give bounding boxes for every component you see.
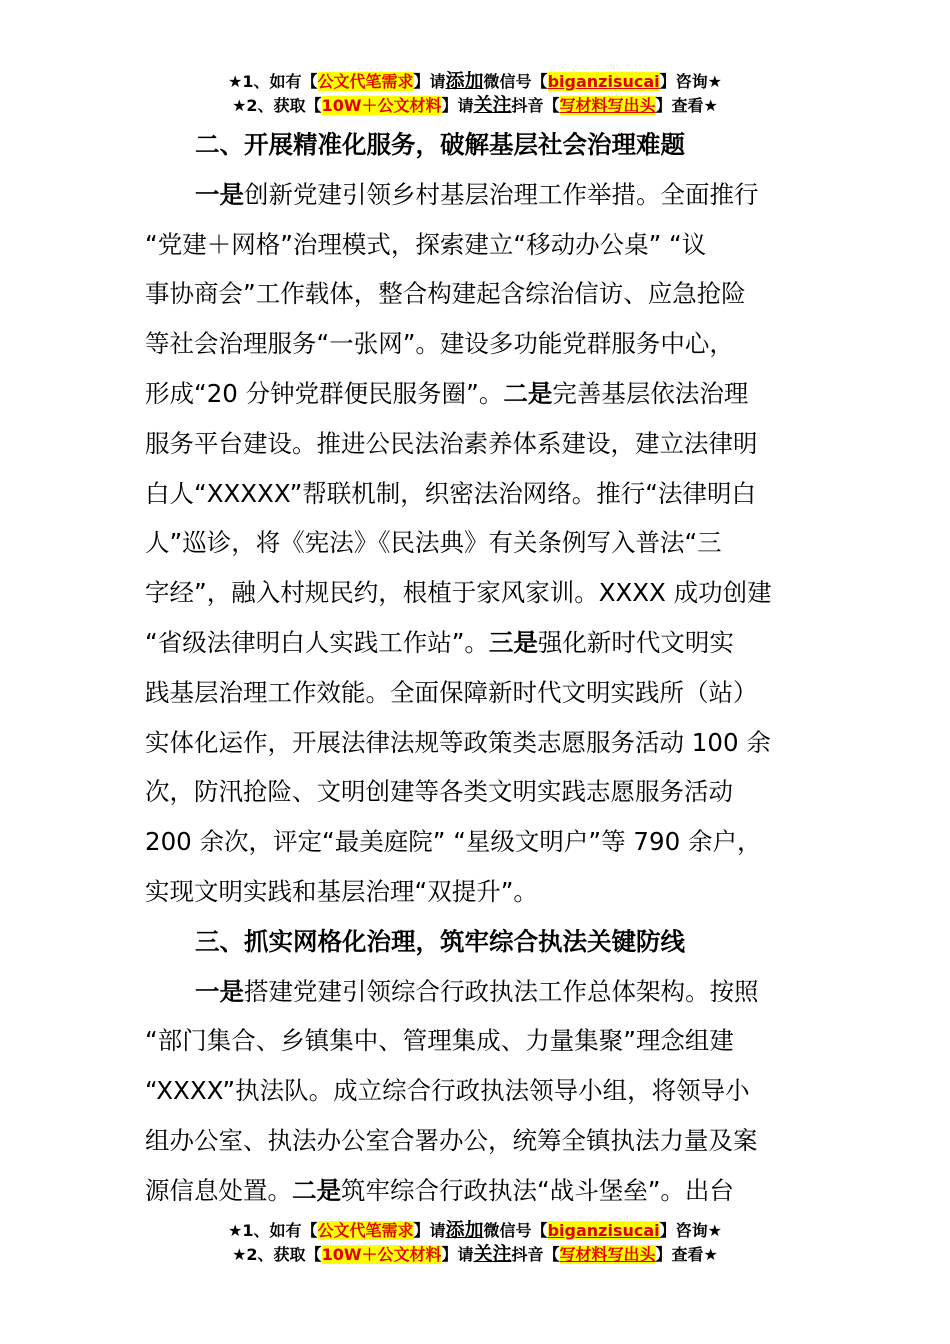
- text-segment: 次，防汛抢险、文明创建等各类文明实践志愿服务活动: [145, 777, 733, 807]
- promo-text: 】请: [413, 1221, 446, 1240]
- promo-highlight: 10W＋公文材料: [321, 1245, 442, 1264]
- text-segment: 完善基层依法治理: [552, 379, 749, 408]
- promo-header-line-1: [0, 70, 950, 93]
- promo-text: 微信号【: [483, 72, 548, 91]
- text-segment: 实现文明实践和基层治理“双提升”。: [145, 877, 538, 906]
- text-segment: “省级法律明白人实践工作站”。: [145, 628, 489, 657]
- body-line: [145, 1176, 734, 1206]
- body-line: [145, 877, 538, 907]
- body-line: [145, 479, 756, 509]
- text-segment: 形成“20 分钟党群便民服务圈”。: [145, 379, 504, 408]
- promo-text: 】咨询★: [659, 72, 722, 91]
- body-line: [145, 528, 722, 558]
- section-heading: [195, 130, 685, 160]
- bold-lead: 二是: [503, 379, 553, 408]
- bold-lead: 一是: [195, 976, 244, 1006]
- promo-highlight: 公文代笔需求: [317, 72, 414, 91]
- text-segment: 践基层治理工作效能。全面保障新时代文明实践所（站）: [145, 677, 758, 707]
- section-heading: [195, 927, 685, 957]
- promo-text: ★1、如有【: [228, 1221, 318, 1240]
- promo-text: ★2、获取【: [232, 1245, 322, 1264]
- promo-douyin-id: 写材料写出头: [559, 96, 656, 115]
- text-segment: “党建＋网格”治理模式，探索建立“移动办公桌” “议: [145, 229, 707, 259]
- promo-text: ★1、如有【: [228, 72, 318, 91]
- promo-text: 抖音【: [511, 1245, 560, 1264]
- promo-text: 抖音【: [511, 96, 560, 115]
- bold-lead: 二是: [292, 1175, 341, 1205]
- body-line: [145, 827, 761, 857]
- text-segment: 200 余次，评定“最美庭院” “星级文明户”等 790 余户，: [145, 827, 762, 857]
- promo-douyin-id: 写材料写出头: [559, 1245, 656, 1264]
- body-line: [145, 628, 734, 658]
- body-line: [145, 777, 733, 807]
- body-line: [145, 1076, 750, 1106]
- body-line: [145, 230, 706, 260]
- body-line: [195, 180, 759, 210]
- body-line: [145, 279, 746, 309]
- text-segment: 源信息处置。: [145, 1175, 292, 1205]
- text-segment: 等社会治理服务“一张网”。建设多功能党群服务中心，: [145, 329, 734, 359]
- promo-text: ★2、获取【: [232, 96, 322, 115]
- promo-text: 】咨询★: [659, 1221, 722, 1240]
- text-segment: 实体化运作，开展法律法规等政策类志愿服务活动 100 余: [145, 727, 771, 757]
- promo-text: 】查看★: [655, 1245, 718, 1264]
- text-segment: 三、抓实网格化治理，筑牢综合执法关键防线: [195, 926, 685, 956]
- body-line: [145, 728, 771, 758]
- text-segment: 筑牢综合行政执法“战斗堡垒”。出台: [341, 1175, 734, 1205]
- promo-emphasis: 关注: [473, 1243, 512, 1265]
- bold-lead: 三是: [488, 628, 538, 657]
- text-segment: 事协商会”工作载体，整合构建起含综治信访、应急抢险: [145, 279, 746, 309]
- text-segment: 搭建党建引领综合行政执法工作总体架构。按照: [244, 976, 759, 1006]
- promo-footer-line-1: [0, 1219, 950, 1242]
- text-segment: 服务平台建设。推进公民法治素养体系建设，建立法律明: [145, 428, 758, 458]
- body-line: [145, 429, 758, 459]
- promo-text: 】请: [413, 72, 446, 91]
- promo-wechat-id: biganzisucai: [547, 1221, 660, 1240]
- promo-emphasis: 添加: [445, 70, 484, 92]
- body-line: [145, 1026, 734, 1056]
- body-line: [145, 329, 734, 359]
- text-segment: 创新党建引领乡村基层治理工作举措。全面推行: [244, 179, 759, 209]
- promo-text: 】请: [441, 96, 474, 115]
- body-line: [145, 578, 772, 608]
- text-segment: 二、开展精准化服务，破解基层社会治理难题: [195, 130, 685, 159]
- body-line: [145, 379, 748, 409]
- text-segment: “部门集合、乡镇集中、管理集成、力量集聚”理念组建: [145, 1026, 734, 1056]
- promo-text: 微信号【: [483, 1221, 548, 1240]
- promo-footer-line-2: [0, 1243, 950, 1266]
- body-line: [145, 678, 758, 708]
- promo-text: 】查看★: [655, 96, 718, 115]
- promo-highlight: 10W＋公文材料: [321, 96, 442, 115]
- text-segment: 白人“XXXXX”帮联机制，织密法治网络。推行“法律明白: [145, 478, 757, 508]
- promo-header-line-2: [0, 94, 950, 117]
- promo-emphasis: 添加: [445, 1219, 484, 1241]
- text-segment: 强化新时代文明实: [537, 628, 734, 657]
- promo-emphasis: 关注: [473, 94, 512, 116]
- promo-text: 】请: [441, 1245, 474, 1264]
- text-segment: 人”巡诊，将《宪法》《民法典》有关条例写入普法“三: [145, 528, 722, 558]
- text-segment: “XXXX”执法队。成立综合行政执法领导小组，将领导小: [145, 1076, 750, 1106]
- promo-wechat-id: biganzisucai: [547, 72, 660, 91]
- bold-lead: 一是: [195, 179, 244, 209]
- body-line: [195, 977, 759, 1007]
- text-segment: 字经”，融入村规民约，根植于家风家训。XXXX 成功创建: [145, 578, 772, 608]
- promo-highlight: 公文代笔需求: [317, 1221, 414, 1240]
- body-line: [145, 1126, 758, 1156]
- text-segment: 组办公室、执法办公室合署办公，统筹全镇执法力量及案: [145, 1126, 758, 1155]
